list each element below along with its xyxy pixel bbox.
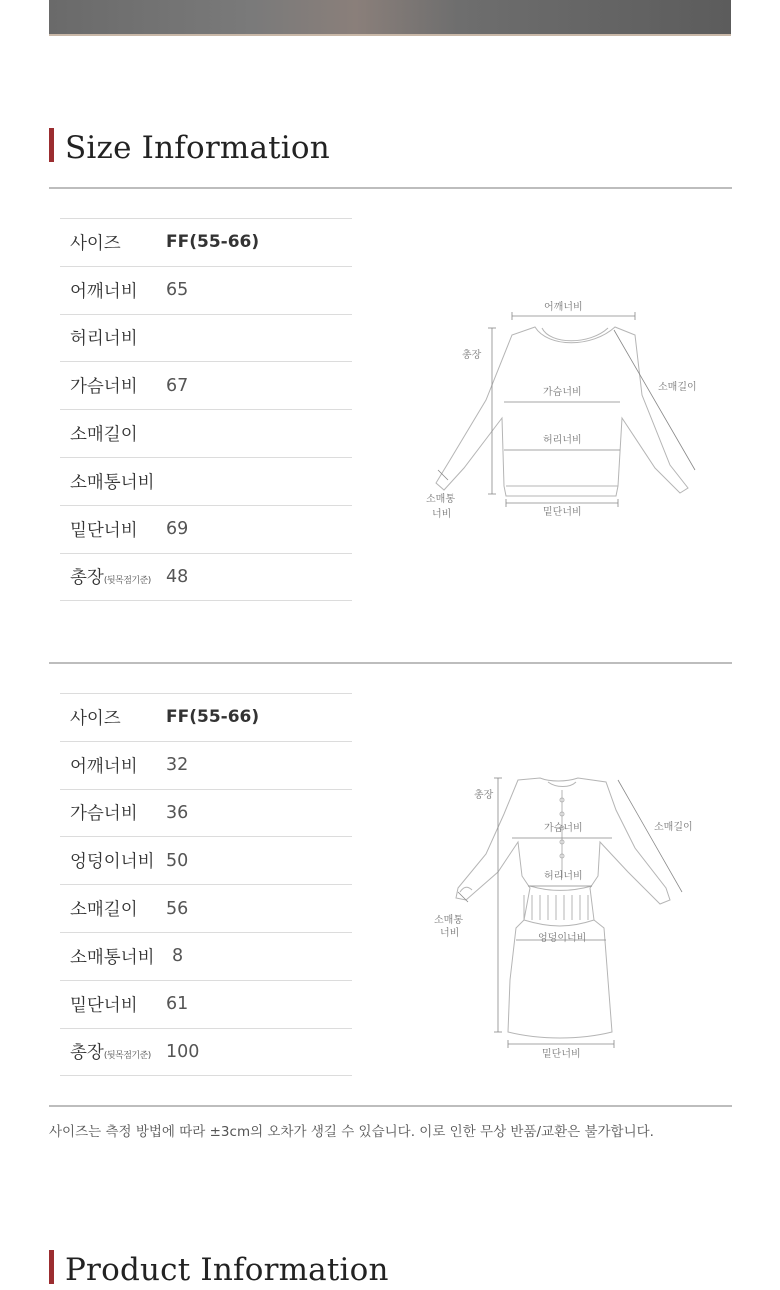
size-notice: 사이즈는 측정 방법에 따라 ±3cm의 오차가 생길 수 있습니다. 이로 인한 무상 반품/교환은 불가합니다. <box>49 1124 654 1140</box>
row-value: 50 <box>166 850 189 871</box>
row-label-main: 총장 <box>70 568 104 589</box>
table-row <box>60 980 352 1028</box>
shoulder-label: 어깨너비 <box>544 302 583 313</box>
row-label: 가슴너비 <box>70 804 138 825</box>
table-row <box>60 505 352 553</box>
row-label: 허리너비 <box>70 329 138 350</box>
row-label: 소매통너비 <box>70 947 155 968</box>
table-row <box>60 837 352 885</box>
row-label <box>60 1028 166 1076</box>
cuff-label-line2: 너비 <box>432 509 452 520</box>
waist-label: 허리너비 <box>544 871 583 882</box>
section-title: Size Information <box>65 130 330 166</box>
sleeve-label: 소매길이 <box>658 382 697 393</box>
row-value: 48 <box>166 566 189 587</box>
sleeve-label: 소매길이 <box>654 822 693 833</box>
row-value <box>166 314 352 362</box>
row-value: 56 <box>166 898 189 919</box>
hem-label: 밑단너비 <box>542 1049 581 1060</box>
row-label <box>60 553 166 601</box>
row-label: 소매통너비 <box>70 472 155 493</box>
size-table-top <box>60 218 352 601</box>
cuff-label-line1: 소매통 <box>434 915 463 926</box>
length-label: 총장 <box>474 790 494 801</box>
row-value: 100 <box>166 1041 200 1062</box>
divider <box>49 1105 732 1107</box>
hem-label: 밑단너비 <box>543 507 582 518</box>
dress-measurement-diagram <box>420 770 720 1070</box>
table-row <box>60 362 352 410</box>
table-header-row <box>60 219 352 267</box>
chest-label: 가슴너비 <box>544 823 583 834</box>
top-measurement-diagram <box>420 290 720 530</box>
row-label: 밑단너비 <box>70 995 138 1016</box>
table-row <box>60 410 352 458</box>
row-value: 65 <box>166 280 189 301</box>
table-row <box>60 266 352 314</box>
table-row <box>60 741 352 789</box>
row-value: 69 <box>166 519 189 540</box>
row-label: 소매길이 <box>70 900 138 921</box>
table-row <box>60 553 352 601</box>
row-value: 8 <box>172 946 184 967</box>
table-row <box>60 789 352 837</box>
table-row <box>60 932 352 980</box>
table-row <box>60 885 352 933</box>
row-label-main: 총장 <box>70 1043 104 1064</box>
chest-label: 가슴너비 <box>543 387 582 398</box>
header-label: 사이즈 <box>70 708 121 729</box>
table-row <box>60 1028 352 1076</box>
header-value: FF(55-66) <box>166 707 260 728</box>
row-label: 밑단너비 <box>70 520 138 541</box>
cuff-label-line1: 소매통 <box>426 494 455 505</box>
table-header-row <box>60 694 352 742</box>
divider <box>49 662 732 664</box>
size-table-dress <box>60 693 352 1076</box>
row-value <box>166 457 352 505</box>
length-label: 총장 <box>462 350 482 361</box>
section-title: Product Information <box>65 1252 389 1288</box>
row-value: 36 <box>166 802 189 823</box>
row-label: 가슴너비 <box>70 377 138 398</box>
divider <box>49 187 732 189</box>
hip-label: 엉덩이너비 <box>538 933 587 944</box>
table-row <box>60 457 352 505</box>
cuff-label-line2: 너비 <box>440 928 460 939</box>
header-value: FF(55-66) <box>166 232 260 253</box>
row-label-sub: (뒷목점기준) <box>103 576 151 587</box>
row-label: 소매길이 <box>70 425 138 446</box>
row-value: 32 <box>166 755 189 776</box>
waist-label: 허리너비 <box>543 435 582 446</box>
row-value: 61 <box>166 994 189 1015</box>
row-label-sub: (뒷목점기준) <box>103 1051 151 1062</box>
accent-bar <box>49 1250 54 1284</box>
row-label: 엉덩이너비 <box>70 852 155 873</box>
row-value: 67 <box>166 375 189 396</box>
header-label: 사이즈 <box>70 233 121 254</box>
product-photo-bottom-edge <box>49 0 731 36</box>
row-value <box>166 410 352 458</box>
table-row <box>60 314 352 362</box>
accent-bar <box>49 128 54 162</box>
row-label: 어깨너비 <box>70 756 138 777</box>
row-label: 어깨너비 <box>70 281 138 302</box>
